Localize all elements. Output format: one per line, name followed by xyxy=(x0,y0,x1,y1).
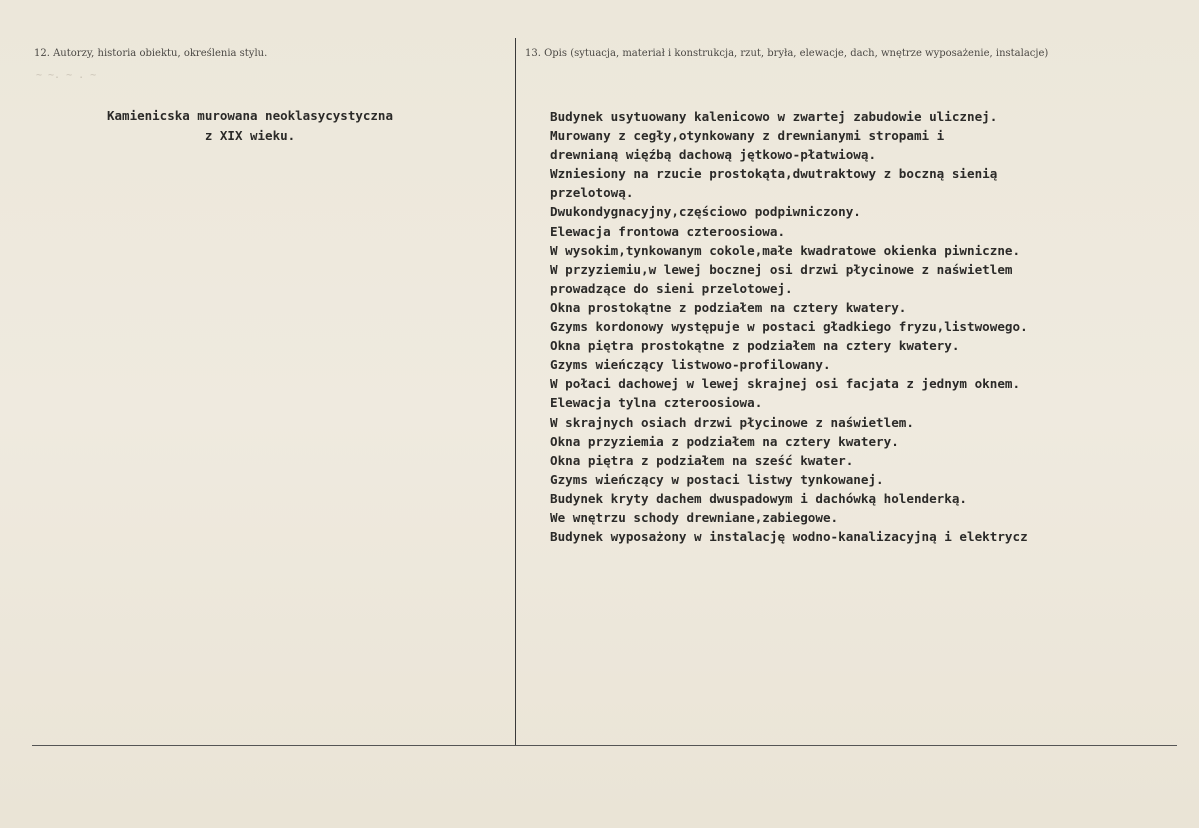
description-line: Elewacja tylna czteroosiowa. xyxy=(550,395,763,411)
description-line: drewnianą więźbą dachową jętkowo-płatwiową. xyxy=(550,147,877,163)
style-description xyxy=(40,106,460,146)
description-line: Budynek kryty dachem dwuspadowym i dachówką holenderką. xyxy=(550,490,968,506)
description-line: Okna piętra z podziałem na sześć kwater. xyxy=(550,452,854,468)
description-line: Gzyms kordonowy występuje w postaci gładkiego fryzu,listwowego. xyxy=(550,319,1028,335)
column-divider xyxy=(515,38,516,745)
description-line: W skrajnych osiach drzwi płycinowe z naświetlem. xyxy=(550,414,914,430)
description-line: Budynek usytuowany kalenicowo w zwartej zabudowie ulicznej. xyxy=(550,109,998,124)
description-line: Murowany z cegły,otynkowany z drewnianymi stropami i xyxy=(550,128,945,144)
description-line: Wzniesiony na rzucie prostokąta,dwutraktowy z boczną sienią xyxy=(550,166,998,182)
faint-marks: ~ ~. ~ . ~ xyxy=(36,70,97,81)
description-line: W połaci dachowej w lewej skrajnej osi facjata z jednym oknem. xyxy=(550,376,1021,392)
description-line: Okna prostokątne z podziałem na cztery kwatery. xyxy=(550,299,907,315)
description-line: Okna piętra prostokątne z podziałem na cztery kwatery. xyxy=(550,338,960,354)
description-line: Gzyms wieńczący w postaci listwy tynkowanej. xyxy=(550,471,884,487)
description-line: We wnętrzu schody drewniane,zabiegowe. xyxy=(550,509,839,525)
description-line: Elewacja frontowa czteroosiowa. xyxy=(550,223,786,239)
description-line: Gzyms wieńczący listwowo-profilowany. xyxy=(550,357,831,373)
description-line: Budynek wyposażony w instalację wodno-kanalizacyjną i elektrycz xyxy=(550,529,1028,545)
bottom-rule xyxy=(32,745,1177,746)
description-line: Okna przyziemia z podziałem na cztery kwatery. xyxy=(550,433,899,449)
style-description-line-2: z XIX wieku. xyxy=(204,128,296,143)
description-line: prowadzące do sieni przelotowej. xyxy=(550,280,793,296)
description-line: przelotową. xyxy=(550,185,634,201)
section-13-header: 13. Opis (sytuacja, materiał i konstrukcja, rzut, bryła, elewacje, dach, wnętrze wyposażenie, instalacje) xyxy=(525,48,1049,59)
section-12-header: 12. Autorzy, historia obiektu, określenia stylu. xyxy=(34,48,268,59)
style-description-line-1: Kamienicska murowana neoklasycystyczna xyxy=(107,108,393,123)
description-line: W wysokim,tynkowanym cokole,małe kwadratowe okienka piwniczne. xyxy=(550,242,1021,258)
building-description xyxy=(550,107,1190,546)
description-line: W przyziemiu,w lewej bocznej osi drzwi płycinowe z naświetlem xyxy=(550,261,1013,277)
description-line: Dwukondygnacyjny,częściowo podpiwniczony. xyxy=(550,204,861,220)
